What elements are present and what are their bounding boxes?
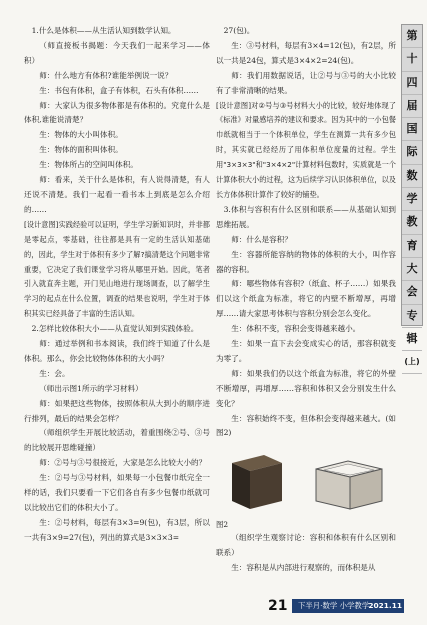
side-tab-char: 大 (402, 258, 422, 281)
side-tab-char: 学 (402, 188, 422, 211)
side-tab-char: 会 (402, 281, 422, 304)
figure-2 (216, 445, 396, 517)
page-number: 21 (268, 598, 288, 614)
paragraph: 师：通过举例和书本阅读，我们终于知道了什么是体积。那么，你会比较物体体积的大小吗？ (24, 339, 210, 363)
section-heading: 3.体积与容积有什么区别和联系——从基础认知到思维拓展。 (216, 204, 396, 229)
journal-bar: 下半月·数学 小学教学 (292, 599, 404, 613)
side-tab-char: 专 (402, 305, 422, 328)
paragraph: 师：我们用数据说话，让②号与③号的大小比较有了非常清晰的结果。 (216, 70, 396, 95)
paragraph: 师：看来，关于什么是体积，有人说得清楚，有人还说不清楚。我们一起看一看书本上到底是怎么介绍的…… (24, 175, 210, 214)
paragraph: 生：书包有体积，盒子有体积，石头有体积…… (39, 85, 199, 95)
side-tab-char: 辑 (402, 328, 422, 351)
paragraph: 师：如果我们仍以这个纸盒为标准，将它的外壁不断增厚，再增厚……容积和体积又会分别发生什么变化？ (216, 368, 396, 408)
section-heading: 1.什么是体积——从生活认知到数学认知。 (31, 26, 176, 35)
paragraph: 师：什么是容积？ (231, 234, 292, 244)
paragraph: 生：容器所能容纳的物体的体积的大小，叫作容器的容积。 (216, 249, 396, 274)
open-box-illustration (312, 453, 386, 511)
design-note: [设计意图]实践经验可以证明，学生学习新知识时，并非都是零起点，零基础，往往都是具有一定的生活认知基础的，因此，学生对于体积有多少了解?搞清楚这个问题非常重要，它决定了我们课堂学习将从哪里开始。因此，笔者引入就直奔主题，开门见山地进行现场调查，以了解学生学习的起点在什么位置，调查的结果也说明，学生对于体积其实已经具备了丰富的生活认知。 (24, 219, 210, 319)
side-tab-char: 教 (402, 211, 422, 234)
footer (0, 596, 427, 616)
paragraph: 生：会。 (39, 368, 70, 378)
design-note: [设计意图]对②号与③号材料大小的比较，较好地体现了《标准》对量感培养的建议和要求。因为其中的一小包餐巾纸就相当于一个体积单位，学生在测算一共有多少包时，其实就已经经历了用体积单位度量的过程。学生用"3×3×3"和"3×4×2"计算材料包数时，实质就是一个计算体积大小的过程，这为后续学习认识体积单位，以及长方体体积计算作了较好的铺垫。 (216, 100, 396, 199)
side-tab-char: 国 (402, 118, 422, 141)
paragraph: （师出示图1所示的学习材料） (39, 383, 143, 393)
solid-box-illustration (224, 449, 288, 511)
paragraph: 生：容积始终不变，但体积会变得越来越大。(如图2) (216, 413, 396, 438)
side-tab-char: 四 (402, 72, 422, 95)
paragraph: 生：物体的面积叫体积。 (39, 145, 123, 155)
side-tab-char: 数 (402, 165, 422, 188)
paragraph: 生：②号与③号材料，如果每一小包餐巾纸完全一样的话，我们只要看一下它们各自有多少包餐巾纸就可以比较出它们的体积大小了。 (24, 473, 210, 512)
section-heading: 27(包)。 (223, 26, 255, 35)
side-tab-char: 育 (402, 235, 422, 258)
paragraph: 生：如果一直下去会变成实心的话，那容积就变为零了。 (216, 339, 396, 363)
right-column (216, 24, 396, 576)
side-tab (401, 24, 423, 367)
paragraph: 生：物体所占的空间叫体积。 (39, 160, 138, 170)
figure-caption: 图2 (216, 520, 229, 530)
left-column (24, 24, 210, 546)
paragraph: （师组织学生开展比较活动，着重围绕②号、③号的比较展开思维碰撞） (24, 428, 210, 453)
paragraph: 师：大家认为很多物体都是有体积的。究竟什么是体积,谁能说清楚？ (24, 100, 210, 125)
side-tab-char: 届 (402, 95, 422, 118)
section-heading: 2.怎样比较体积大小——从直觉认知到实践体验。 (31, 324, 199, 334)
paragraph: 师：哪些物体有容积?（纸盒、杯子……）如果我们以这个纸盒为标准，将它的内壁不断增厚，再增厚……请大家思考体积与容积分别会怎么变化。 (216, 279, 396, 319)
paragraph: 师：②号与③号很接近，大家是怎么比较大小的？ (39, 458, 207, 468)
paragraph: 生：容积是从内部进行观察的，而体积是从 (231, 563, 376, 573)
side-tab-char: 十 (402, 48, 422, 71)
paragraph: （师直接板书揭题：今天我们一起来学习——体积） (24, 40, 210, 65)
paragraph: 生：体积不变，容积会变得越来越小。 (231, 324, 361, 334)
side-tab-char: 第 (402, 25, 422, 48)
paragraph: （组织学生观察讨论：容积和体积有什么区别和联系） (216, 533, 396, 558)
paragraph: 生：③号材料，每层有3×4=12(包)，有2层，所以一共是24包，算式是3×4×2=24(包)。 (216, 40, 396, 65)
side-tab-char: (上) (402, 351, 422, 374)
issue-date: 2021.11 (368, 601, 402, 610)
paragraph: 师：什么地方有体积?谁能举例说一说？ (39, 70, 173, 80)
side-tab-char: 际 (402, 141, 422, 164)
paragraph: 师：如果把这些物体，按照体积从大到小的顺序进行排列，最后的结果会怎样？ (24, 398, 210, 423)
paragraph: 生：②号材料，每层有3×3=9(包)，有3层，所以一共有3×9=27(包)，列出的算式是3×3×3= (24, 517, 210, 542)
paragraph: 生：物体的大小叫体积。 (39, 130, 123, 140)
